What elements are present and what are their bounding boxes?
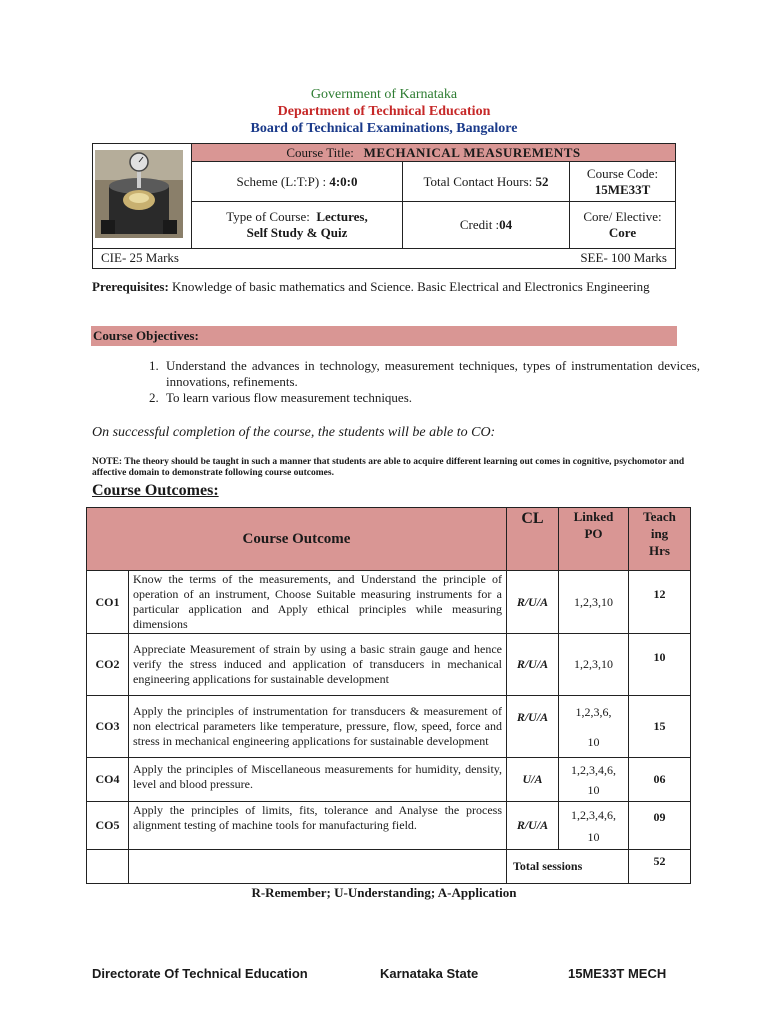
contact-hours-label: Total Contact Hours: [423,173,533,189]
footer-left: Directorate Of Technical Education [92,966,308,981]
scheme-label: Scheme (L:T:P) : [236,173,327,189]
co-text: Apply the principles of instrumentation for transducers & measurement of non electrical parameters like temperature, pressure, flow, speed, force and stress in mechanical engineering applications for sustainable development [129,696,507,758]
co-cl: R/U/A [507,634,559,696]
prerequisites [92,277,676,296]
course-objectives-heading: Course Objectives: [91,326,677,346]
core-elective-label: Core/ Elective: [583,209,662,225]
core-elective-cell [570,202,676,248]
co-po [559,571,629,634]
cie-marks: CIE- 25 Marks [101,250,179,266]
course-type-value-1: Lectures, [316,209,368,225]
co-hrs: 09 [629,802,691,850]
co-hrs: 12 [629,571,691,634]
credit-value: 04 [499,217,513,233]
course-type-cell [192,202,403,248]
co-cl: U/A [507,758,559,802]
course-code-label: Course Code: [586,165,659,181]
co-po-line1: 1,2,3,6, [575,704,612,719]
total-value: 52 [629,850,691,884]
co-hrs: 10 [629,634,691,696]
table-row [87,758,691,802]
course-title-cell [192,144,676,162]
co-text: Apply the principles of Miscellaneous measurements for humidity, density, level and blood pressure. [129,758,507,802]
co-po-line2: 10 [587,734,600,749]
co-po [559,802,629,850]
co-po [559,758,629,802]
co-po-line1: 1,2,3,4,6, [571,762,616,777]
prerequisites-label: Prerequisites: [92,279,169,294]
course-type-value-2: Self Study & Quiz [246,225,348,241]
table-row [87,571,691,634]
co-id: CO2 [87,634,129,696]
course-title-value: MECHANICAL MEASUREMENTS [363,144,581,160]
co-id: CO5 [87,802,129,850]
objectives-list [138,358,700,406]
co-po-line1: 1,2,3,10 [574,594,613,609]
instrument-photo [93,144,192,249]
footer-right: 15ME33T MECH [568,966,667,981]
col-teaching-hrs-line1: Teach [643,509,676,524]
table-row [87,696,691,758]
footer-center: Karnataka State [380,966,479,981]
completion-text: On successful completion of the course, the students will be able to CO: [92,425,496,440]
co-text: Appreciate Measurement of strain by using a basic strain gauge and hence verify the stress induced and application of transducers in mechanical engineering applications for sustainable development [129,634,507,696]
table-row [87,802,691,850]
co-po [559,696,629,758]
co-id: CO1 [87,571,129,634]
co-po-line1: 1,2,3,10 [574,657,613,671]
co-id: CO3 [87,696,129,758]
col-teaching-hrs [629,508,691,571]
col-cl: CL [507,508,559,571]
total-empty-cell [87,850,129,884]
credit-label: Credit : [459,217,500,233]
col-linked-po-line2: PO [584,526,603,541]
co-po-line2: 10 [587,829,600,844]
co-id: CO4 [87,758,129,802]
course-code-cell [570,162,676,202]
co-text: Know the terms of the measurements, and Understand the principle of operation of an instrument, Choose Suitable measuring instruments for a particular application and Apply ethical principles while measuring dimensions [129,571,507,634]
co-po-line2: 10 [587,782,600,797]
col-teaching-hrs-line3: Hrs [649,543,670,558]
contact-hours-value: 52 [535,173,549,189]
co-cl: R/U/A [507,571,559,634]
co-po-line1: 1,2,3,4,6, [571,807,616,822]
objective-item: 2. To learn various flow measurement techniques. [162,390,700,406]
total-label: Total sessions [507,850,629,884]
course-outcomes-heading: Course Outcomes: [92,482,219,499]
total-row [87,850,691,884]
course-type-label: Type of Course: [226,209,310,225]
measuring-instrument-image [95,150,183,238]
objective-item: 1. Understand the advances in technology, measurement techniques, types of instrumentation devices, innovations, refinements. [162,358,700,390]
col-teaching-hrs-line2: ing [650,526,669,541]
co-po [559,634,629,696]
header-line-1: Government of Karnataka [310,87,458,102]
credit-cell [403,202,570,248]
prerequisites-text: Knowledge of basic mathematics and Science. Basic Electrical and Electronics Engineering [172,279,650,294]
co-hrs: 06 [629,758,691,802]
col-linked-po-line1: Linked [573,509,614,524]
scheme-value: 4:0:0 [329,173,358,189]
header-line-2: Department of Technical Education [277,104,491,119]
course-code-value: 15ME33T [594,181,651,197]
col-linked-po [559,508,629,571]
contact-hours-cell [403,162,570,202]
see-marks: SEE- 100 Marks [580,250,667,266]
header-line-3: Board of Technical Examinations, Bangalore [250,121,518,136]
note-text: NOTE: The theory should be taught in such a manner that students are able to acquire different learning out comes in cognitive, psychomotor and affective domain to demonstrate following course outcomes. [92,457,685,478]
core-elective-value: Core [608,225,637,241]
course-info-table [92,143,676,269]
col-course-outcome: Course Outcome [87,508,507,571]
course-title-label: Course Title: [286,144,354,160]
cl-legend: R-Remember; U-Understanding; A-Application [251,885,517,900]
total-empty-cell [129,850,507,884]
co-cl: R/U/A [507,696,559,758]
course-outcomes-table [86,507,691,884]
co-cl: R/U/A [507,802,559,850]
table-row [87,634,691,696]
co-text: Apply the principles of limits, fits, tolerance and Analyse the process alignment testing of machine tools for manufacturing field. [129,802,507,850]
marks-cell [93,248,676,268]
co-hrs: 15 [629,696,691,758]
scheme-cell [192,162,403,202]
